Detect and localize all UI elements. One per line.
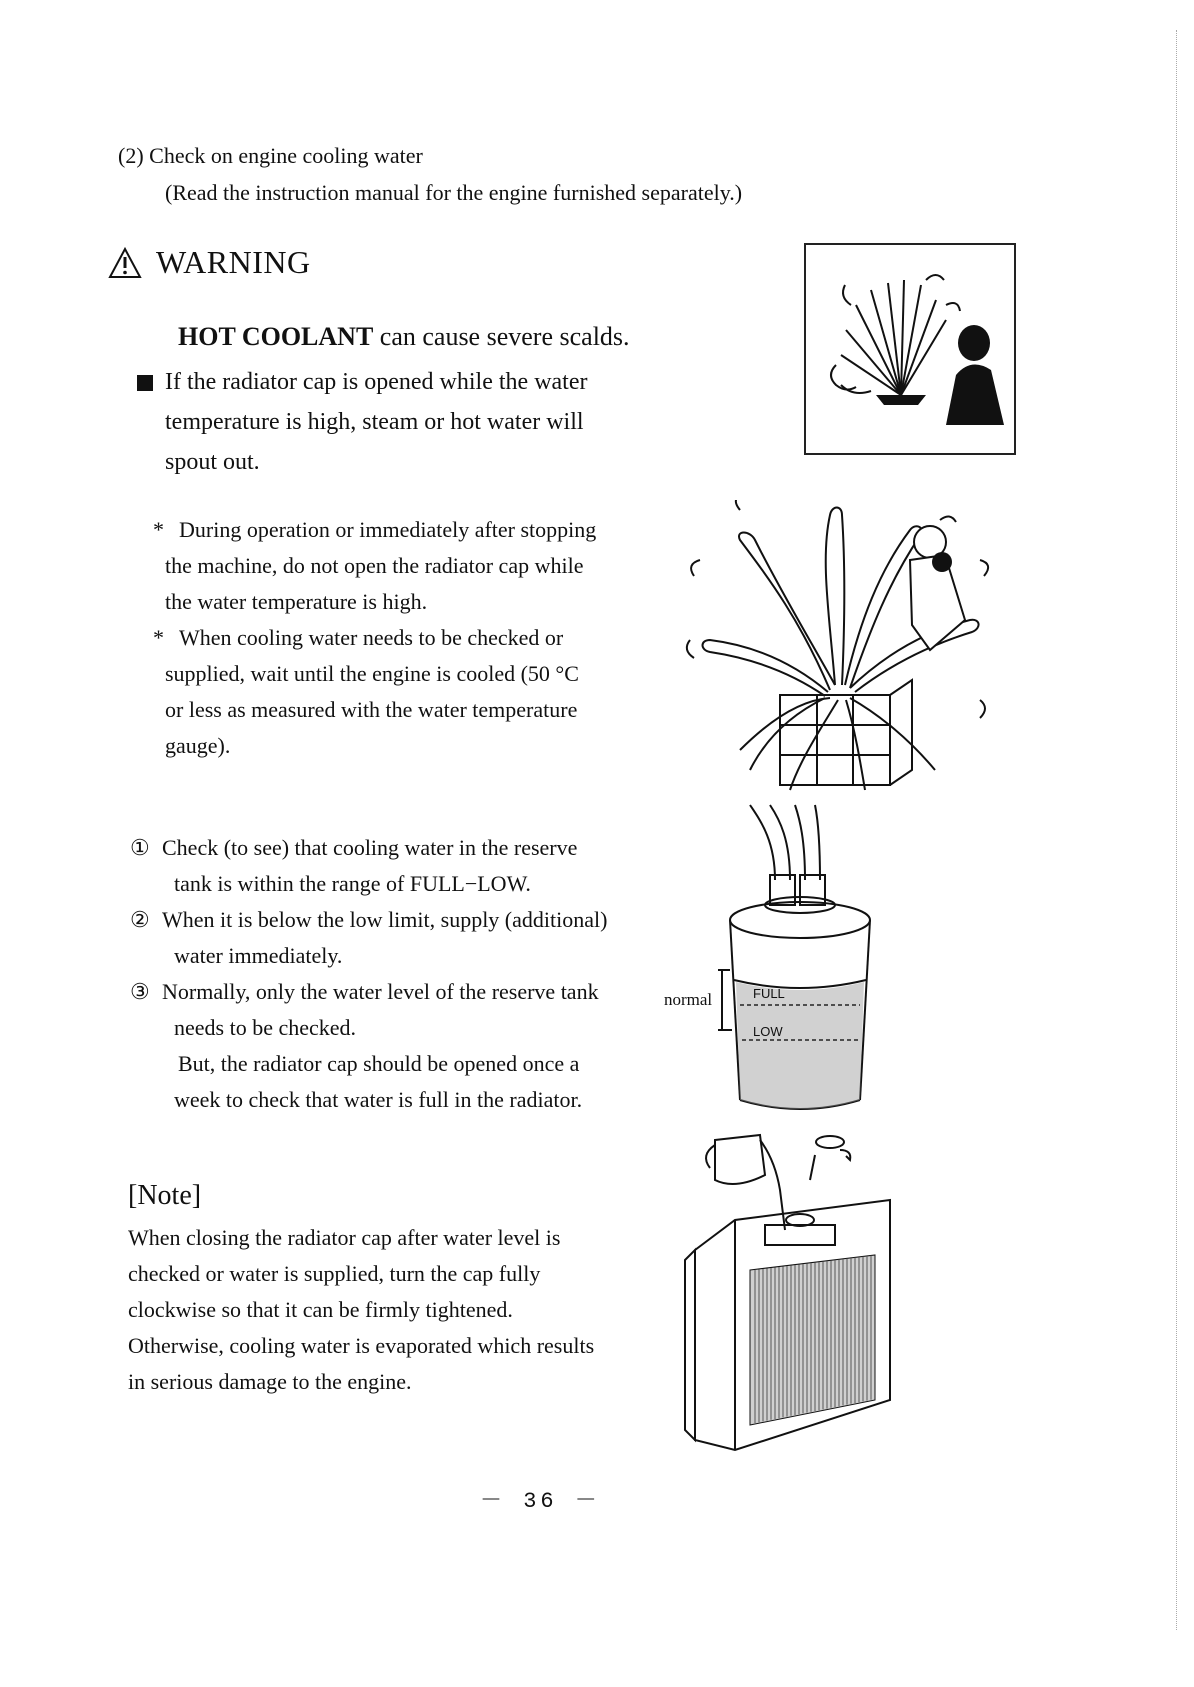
note-line: Otherwise, cooling water is evaporated which results [128,1333,595,1358]
hazard-rest: can cause severe scalds. [373,322,630,351]
page-number: － 36 － [480,1489,601,1514]
radiator-steam-illustration [680,500,1020,800]
note-line: the water temperature is high. [165,589,428,614]
warning-line: temperature is high, steam or hot water will [165,409,584,435]
note-body [128,1220,648,1400]
warning-line: spout out. [165,449,260,475]
step-line: water immediately. [174,943,343,968]
step-number: ① [130,835,150,860]
note-line: or less as measured with the water temperature [165,697,578,722]
reserve-tank-illustration [660,800,940,1120]
step-line: needs to be checked. [174,1015,357,1040]
caution-note [155,620,635,764]
note-title: [Note] [128,1180,202,1211]
note-line: When closing the radiator cap after water level is [128,1225,561,1250]
note-line: gauge). [165,733,231,758]
tank-low-label: LOW [753,1024,783,1039]
step-line: week to check that water is full in the radiator. [174,1087,583,1112]
step-line: tank is within the range of FULL−LOW. [174,871,531,896]
warning-title: WARNING [156,244,311,280]
note-line: checked or water is supplied, turn the cap fully [128,1261,541,1286]
note-line: supplied, wait until the engine is cooled (50 °C [165,661,579,686]
note-line: When cooling water needs to be checked or [179,625,564,650]
note-line: clockwise so that it can be firmly tightened. [128,1297,513,1322]
steam-spray-icon [806,245,1014,453]
step-line: Normally, only the water level of the reserve tank [162,979,599,1004]
section-subheading: (Read the instruction manual for the engine furnished separately.) [165,180,743,205]
procedure-steps [130,830,650,1118]
step-line: Check (to see) that cooling water in the reserve [162,835,578,860]
section-heading: (2) Check on engine cooling water [118,143,423,168]
step-number: ② [130,907,150,932]
step-3 [130,974,650,1010]
caution-notes [155,512,635,764]
radiator-fill-illustration [675,1120,915,1500]
step-line: When it is below the low limit, supply (additional) [162,907,608,932]
step-1 [130,830,650,866]
note-marker: * [153,625,164,650]
warning-triangle-icon [108,247,142,279]
note-line: the machine, do not open the radiator cap while [165,553,584,578]
hazard-statement [178,322,630,352]
warning-line: If the radiator cap is opened while the water [165,369,588,395]
step-number: ③ [130,979,150,1004]
page-edge-rule [1176,30,1177,1630]
warning-header [108,244,311,281]
hot-coolant-pictogram [804,243,1016,455]
caution-note [155,512,635,620]
tank-full-label: FULL [753,986,785,1001]
note-marker: * [153,517,164,542]
hazard-bold: HOT COOLANT [178,322,374,351]
note-line: in serious damage to the engine. [128,1369,412,1394]
warning-body [165,362,635,482]
note-line: During operation or immediately after stopping [179,517,597,542]
bullet-square-icon [137,375,153,391]
step-2 [130,902,650,938]
step-line: But, the radiator cap should be opened once a [178,1051,580,1076]
tank-normal-label: normal [664,990,713,1009]
